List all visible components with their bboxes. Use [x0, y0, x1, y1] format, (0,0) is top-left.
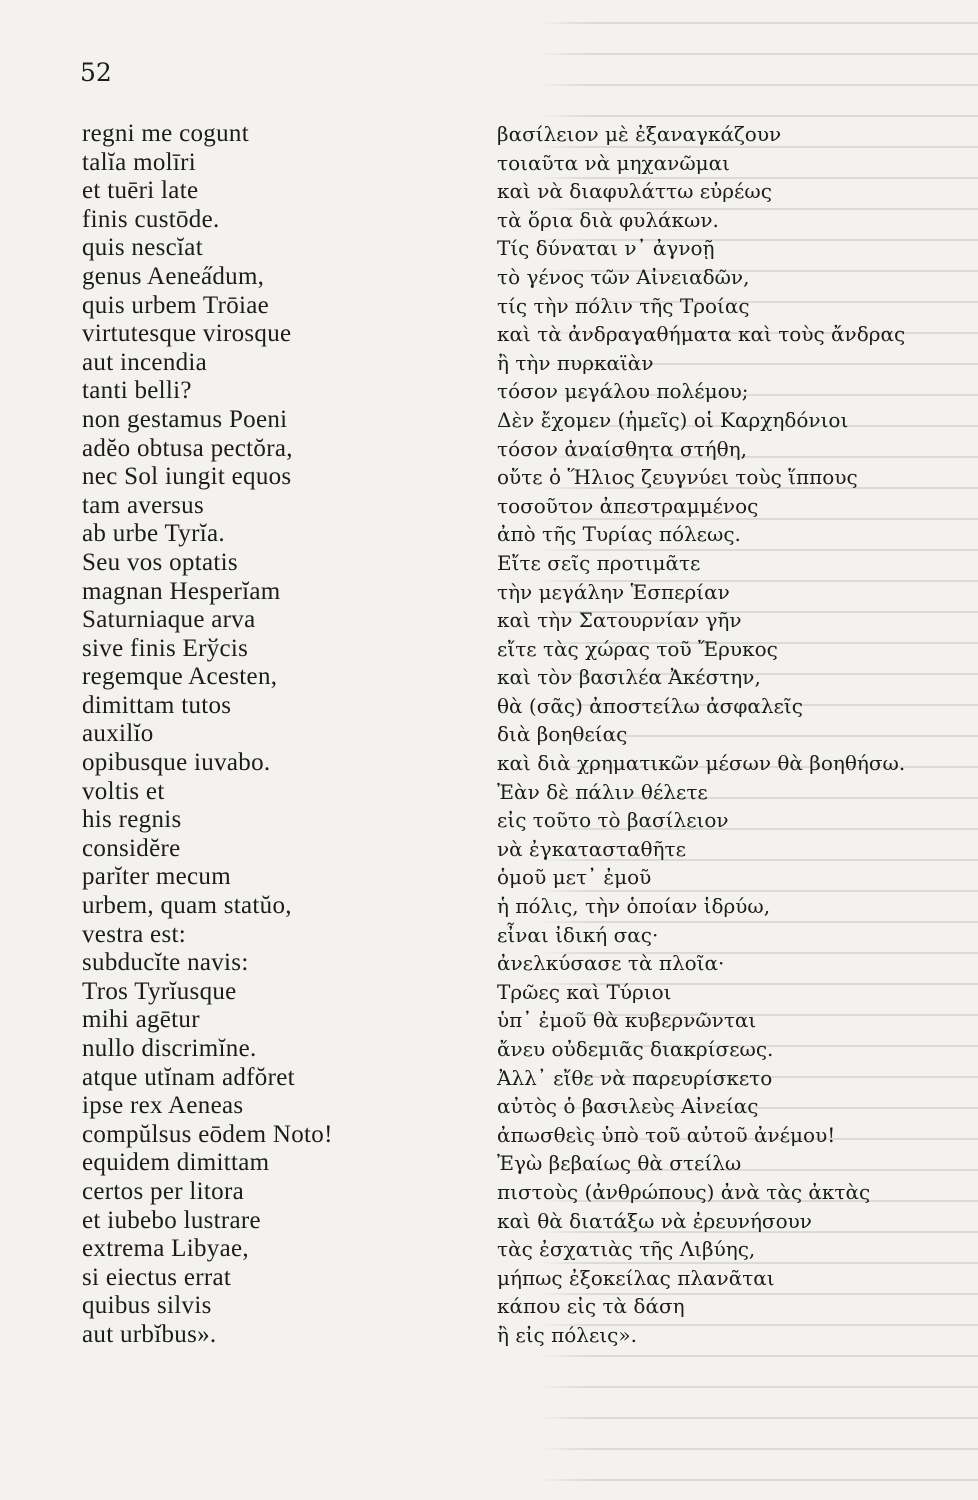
latin-line: genus Aenea̋dum,: [82, 262, 265, 290]
page-number: 52: [80, 58, 112, 87]
greek-line: τόσον μεγάλου πολέμου;: [497, 379, 749, 404]
greek-line: καὶ διὰ χρηματικῶν μέσων θὰ βοηθήσω.: [497, 751, 906, 776]
greek-line: καὶ τὰ ἀνδραγαθήματα καὶ τοὺς ἄνδρας: [497, 322, 906, 347]
latin-line: nullo discrimĭne.: [82, 1035, 257, 1062]
greek-line: τὸ γένος τῶν Αἰνειαδῶν,: [497, 264, 750, 289]
latin-line: finis custōde.: [82, 205, 220, 233]
latin-line: magnan Hesperĭam: [82, 577, 281, 605]
greek-line: ἄνευ οὐδεμιᾶς διακρίσεως.: [497, 1037, 774, 1061]
latin-line: virtutesque virosque: [82, 320, 292, 348]
greek-line: ἀπωσθεὶς ὑπὸ τοῦ αὐτοῦ ἀνέμου!: [497, 1122, 836, 1147]
latin-line: quibus silvis: [82, 1292, 212, 1320]
greek-line: ἢ εἰς πόλεις».: [497, 1322, 637, 1347]
greek-line: τοιαῦτα νὰ μηχανῶμαι: [497, 150, 730, 175]
latin-line: si eiectus errat: [82, 1263, 232, 1291]
greek-line: ἡ πόλις, τὴν ὁποίαν ἱδρύω,: [497, 894, 771, 919]
latin-text-column: [82, 120, 333, 1350]
greek-line: κάπου εἰς τὰ δάση: [497, 1294, 685, 1319]
latin-line: adĕo obtusa pectŏra,: [82, 434, 293, 462]
greek-line: εἴτε τὰς χώρας τοῦ Ἔρυκος: [497, 636, 778, 661]
greek-line: θὰ (σᾶς) ἀποστείλω ἀσφαλεῖς: [497, 693, 803, 718]
greek-line: ἀνελκύσασε τὰ πλοῖα·: [497, 951, 725, 976]
latin-line: certos per litora: [82, 1177, 244, 1205]
latin-line: Tros Tyrĭusque: [82, 977, 237, 1005]
latin-line: compŭlsus eōdem Noto!: [82, 1120, 333, 1148]
greek-line: διὰ βοηθείας: [497, 722, 628, 747]
latin-line: considĕre: [82, 834, 181, 862]
greek-line: εἰς τοῦτο τὸ βασίλειον: [497, 808, 729, 833]
greek-line: καὶ τὴν Σατουρνίαν γῆν: [497, 608, 742, 633]
latin-line: aut urbĭbus».: [82, 1320, 217, 1348]
greek-line: ὁμοῦ μετ᾽ ἐμοῦ: [497, 865, 652, 890]
greek-line: Τίς δύναται ν᾽ ἀγνοῇ: [497, 236, 715, 261]
latin-line: urbem, quam statŭo,: [82, 892, 292, 920]
latin-line: quis nescĭat: [82, 234, 203, 262]
latin-line: subducĭte navis:: [82, 949, 249, 977]
latin-line: nec Sol iungit equos: [82, 463, 292, 491]
latin-line: dimittam tutos: [82, 691, 232, 719]
latin-line: tam aversus: [82, 491, 205, 519]
greek-line: Τρῶες καὶ Τύριοι: [497, 979, 672, 1004]
greek-line: Ἐὰν δὲ πάλιν θέλετε: [497, 779, 708, 804]
greek-line: πιστοὺς (ἀνθρώπους) ἀνὰ τὰς ἀκτὰς: [497, 1179, 871, 1204]
greek-line: Δὲν ἔχομεν (ἡμεῖς) οἱ Καρχηδόνιοι: [497, 407, 849, 432]
greek-line: εἶναι ἰδική σας·: [497, 922, 659, 947]
latin-line: Saturniaque arva: [82, 606, 256, 634]
greek-translation-column: [497, 120, 905, 1350]
greek-line: τὴν μεγάλην Ἑσπερίαν: [497, 579, 730, 604]
greek-line: ὑπ᾽ ἐμοῦ θὰ κυβερνῶνται: [497, 1008, 757, 1033]
latin-line: talĭa molīri: [82, 148, 196, 176]
greek-line: καὶ τὸν βασιλέα Ἀκέστην,: [497, 665, 761, 690]
latin-line: et iubebo lustrare: [82, 1206, 261, 1234]
greek-line: Ἀλλ᾽ εἴθε νὰ παρευρίσκετο: [497, 1065, 773, 1090]
greek-line: καὶ θὰ διατάξω νὰ ἐρευνήσουν: [497, 1208, 812, 1233]
greek-line: αὐτὸς ὁ βασιλεὺς Αἰνείας: [497, 1094, 759, 1119]
latin-line: vestra est:: [82, 920, 186, 948]
greek-line: Ἐγὼ βεβαίως θὰ στείλω: [497, 1151, 742, 1176]
latin-line: ipse rex Aeneas: [82, 1092, 244, 1120]
greek-line: μήπως ἐξοκείλας πλανᾶται: [497, 1265, 775, 1290]
latin-line: parĭter mecum: [82, 863, 231, 891]
greek-line: ἢ τὴν πυρκαϊὰν: [497, 350, 654, 375]
greek-line: βασίλειον μὲ ἐξαναγκάζουν: [497, 122, 782, 146]
latin-line: ab urbe Tyrĭa.: [82, 520, 225, 548]
greek-line: οὔτε ὁ Ἥλιος ζευγνύει τοὺς ἵππους: [497, 465, 858, 490]
latin-line: voltis et: [82, 777, 165, 805]
latin-line: atque utĭnam adfŏret: [82, 1063, 295, 1091]
latin-line: mihi agētur: [82, 1006, 200, 1034]
latin-line: his regnis: [82, 806, 182, 834]
greek-line: καὶ νὰ διαφυλάττω εὐρέως: [497, 179, 772, 204]
latin-line: opibusque iuvabo.: [82, 749, 271, 777]
greek-line: τὰ ὅρια διὰ φυλάκων.: [497, 207, 719, 232]
greek-line: τόσον ἀναίσθητα στήθη,: [497, 436, 748, 461]
greek-line: Εἴτε σεῖς προτιμᾶτε: [497, 550, 701, 575]
greek-line: τοσοῦτον ἀπεστραμμένος: [497, 493, 759, 518]
latin-line: extrema Libyae,: [82, 1235, 249, 1263]
latin-line: non gestamus Poeni: [82, 405, 288, 433]
latin-line: quis urbem Trōiae: [82, 291, 270, 319]
latin-line: et tuēri late: [82, 177, 199, 205]
latin-line: sive finis Erўcis: [82, 634, 249, 662]
latin-line: tanti belli?: [82, 377, 192, 405]
latin-line: aut incendia: [82, 348, 208, 376]
latin-line: equidem dimittam: [82, 1149, 270, 1177]
latin-line: regni me cogunt: [82, 120, 249, 147]
latin-line: auxilĭo: [82, 720, 154, 748]
greek-line: νὰ ἐγκατασταθῆτε: [497, 836, 686, 861]
latin-line: Seu vos optatis: [82, 548, 238, 576]
greek-line: ἀπὸ τῆς Τυρίας πόλεως.: [497, 522, 741, 547]
greek-line: τὰς ἐσχατιὰς τῆς Λιβύης,: [497, 1237, 756, 1262]
latin-line: regemque Acesten,: [82, 663, 278, 691]
greek-line: τίς τὴν πόλιν τῆς Τροίας: [497, 293, 750, 318]
